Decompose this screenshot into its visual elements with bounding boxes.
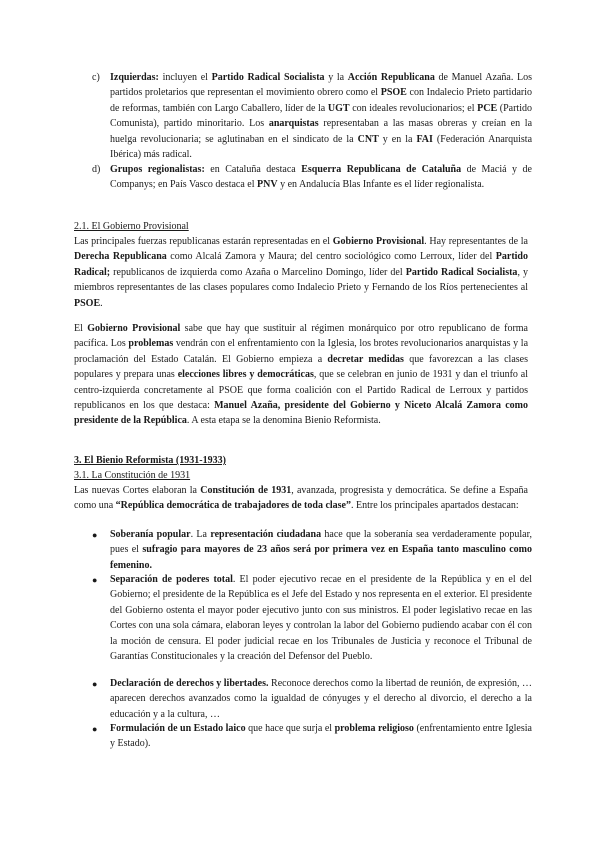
bold-text: UGT <box>327 102 350 114</box>
bold-text: PCE <box>477 102 498 114</box>
bold-text: problema religioso <box>334 723 414 734</box>
bold-text: FAI <box>416 133 433 145</box>
bullet-icon: ● <box>92 575 98 585</box>
paragraph-gobierno-1: Las principales fuerzas republicanas estarán representadas en el Gobierno Provisional. Hay representantes de la Derecha Republicana como Alcalá Zamora y Maura; del centro sociológico como Lerroux, líder del Partido Radical; republicanos de izquierda como Azaña o Marcelino Domingo, líder del Partido Radical Socialista, y miembros representantes de las clases populares como Indalecio Prieto y Fernando de los Ríos pertenecientes al PSOE. <box>74 236 529 309</box>
bold-text: CNT <box>357 133 379 145</box>
bold-text: Soberanía popular <box>110 529 191 540</box>
bullet-item-estado-laico: Formulación de un Estado laico que hace que surja el problema religioso (enfrentamiento entre Iglesia y Estado). <box>110 723 532 750</box>
section-heading-bienio-reformista: 3. El Bienio Reformista (1931-1933) <box>74 455 226 466</box>
bold-text: elecciones libres y democráticas <box>177 369 314 381</box>
bold-text: Derecha Republicana <box>74 251 167 263</box>
bullet-item-soberania: Soberanía popular. La representación ciudadana hace que la soberanía sea verdaderamente popular, pues el sufragio para mayores de 23 años será por primera vez en España tanto masculino como femenino. <box>110 529 533 571</box>
bold-text: PSOE <box>74 297 101 309</box>
list-item-grupos-regionalistas: Grupos regionalistas: en Cataluña destaca Esquerra Republicana de Cataluña de Maciá y de Companys; en País Vasco destaca el PNV y en Andalucía Blas Infante es el líder regionalista. <box>110 164 532 191</box>
bold-text: Acción Republicana <box>347 72 435 83</box>
bullet-item-derechos: Declaración de derechos y libertades. Reconoce derechos como la libertad de reunión, de expresión, … aparecen derechos avanzados como la igualdad de cónyuges y el derecho al divorcio, el derecho a la educación y a la cultura, … <box>110 678 532 720</box>
bold-text: Declaración de derechos y libertades. <box>110 678 269 689</box>
bold-text: PSOE <box>380 87 407 99</box>
bold-text: representación ciudadana <box>210 529 322 540</box>
bold-text: sufragio para mayores de 23 años será por primera vez en España tanto masculino como femenino. <box>110 544 532 571</box>
subsection-heading-constitucion: 3.1. La Constitución de 1931 <box>74 470 191 481</box>
bold-text: Izquierdas: <box>110 72 159 83</box>
bold-text: Gobierno Provisional <box>87 323 181 334</box>
bold-text: Separación de poderes total <box>110 574 233 585</box>
bold-text: Partido Radical Socialista <box>211 72 325 83</box>
bold-text: PNV <box>257 179 278 191</box>
list-marker-c: c) <box>92 72 100 83</box>
paragraph-gobierno-2: El Gobierno Provisional sabe que hay que sustituir al régimen monárquico por otro republicano de forma pacífica. Los problemas vendrán con el enfrentamiento con la Iglesia, los brotes revolucionarios anarquistas y la proclamación del Estado Catalán. El Gobierno empieza a decretar medidas que favorezcan a las clases populares y prepara unas elecciones libres y democráticas, que se celebran en junio de 1931 y dan el triunfo al centro-izquierda concretamente al PSOE que forma coalición con el Partido Radical de Lerroux y partidos republicanos en los que destaca: Manuel Azaña, presidente del Gobierno y Niceto Alcalá Zamora como presidente de la República. A esta etapa se la denomina Bienio Reformista. <box>74 323 529 427</box>
list-marker-d: d) <box>92 164 101 175</box>
bold-text: Constitución de 1931 <box>200 485 292 496</box>
bold-text: Manuel Azaña, presidente del Gobierno y Niceto Alcalá Zamora como presidente de la República <box>74 400 528 427</box>
bold-text: Formulación de un Estado laico <box>110 723 246 734</box>
bullet-icon: ● <box>92 724 98 734</box>
bold-text: Grupos regionalistas: <box>110 164 205 175</box>
bold-text: “República democrática de trabajadores de toda clase” <box>115 500 351 512</box>
section-heading-gobierno-provisional: 2.1. El Gobierno Provisional <box>74 221 189 232</box>
list-item-izquierdas: Izquierdas: incluyen el Partido Radical Socialista y la Acción Republicana de Manuel Azaña. Los partidos proletarios que representan el movimiento obrero como el PSOE con Indalecio Prieto partidario de reformas, también con Largo Caballero, líder de la UGT con ideales revolucionarios; el PCE (Partido Comunista), partido minoritario. Los anarquistas representaban a las masas obreras y creían en la huelga revolucionaria; se aglutinaban en el sindicato de la CNT y en la FAI (Federación Anarquista Ibérica) más radical. <box>110 72 533 161</box>
bold-text: Gobierno Provisional <box>332 236 425 247</box>
paragraph-constitucion-intro: Las nuevas Cortes elaboran la Constitución de 1931, avanzada, progresista y democrática. Se define a España como una “República democrática de trabajadores de toda clase”. Entre los principales apartados destacan: <box>74 485 528 512</box>
bullet-icon: ● <box>92 679 98 689</box>
bold-text: decretar medidas <box>327 353 404 365</box>
bullet-item-separacion-poderes: Separación de poderes total. El poder ejecutivo recae en el presidente de la República y en el del Gobierno; el presidente de la República es el Jefe del Estado y nos representa en el exterior. El presidente del Gobierno ostenta el mayor poder ejecutivo junto con sus ministros. El poder legislativo recae en las Cortes con una sola cámara, elaboran leyes y controlan la labor del Gobierno pudiendo acabar con él con la moción de censura. El poder judicial recae en los Tribunales de Justicia y reconoce el Tribunal de Garantías Constitucionales y la creación del Defensor del Pueblo. <box>110 574 532 663</box>
bold-text: Partido Radical Socialista <box>405 266 518 278</box>
bold-text: Partido Radical; <box>74 251 528 278</box>
bold-text: Esquerra Republicana de Cataluña <box>301 164 462 175</box>
bold-text: problemas <box>128 338 174 350</box>
bullet-icon: ● <box>92 530 98 540</box>
bold-text: anarquistas <box>268 118 319 130</box>
